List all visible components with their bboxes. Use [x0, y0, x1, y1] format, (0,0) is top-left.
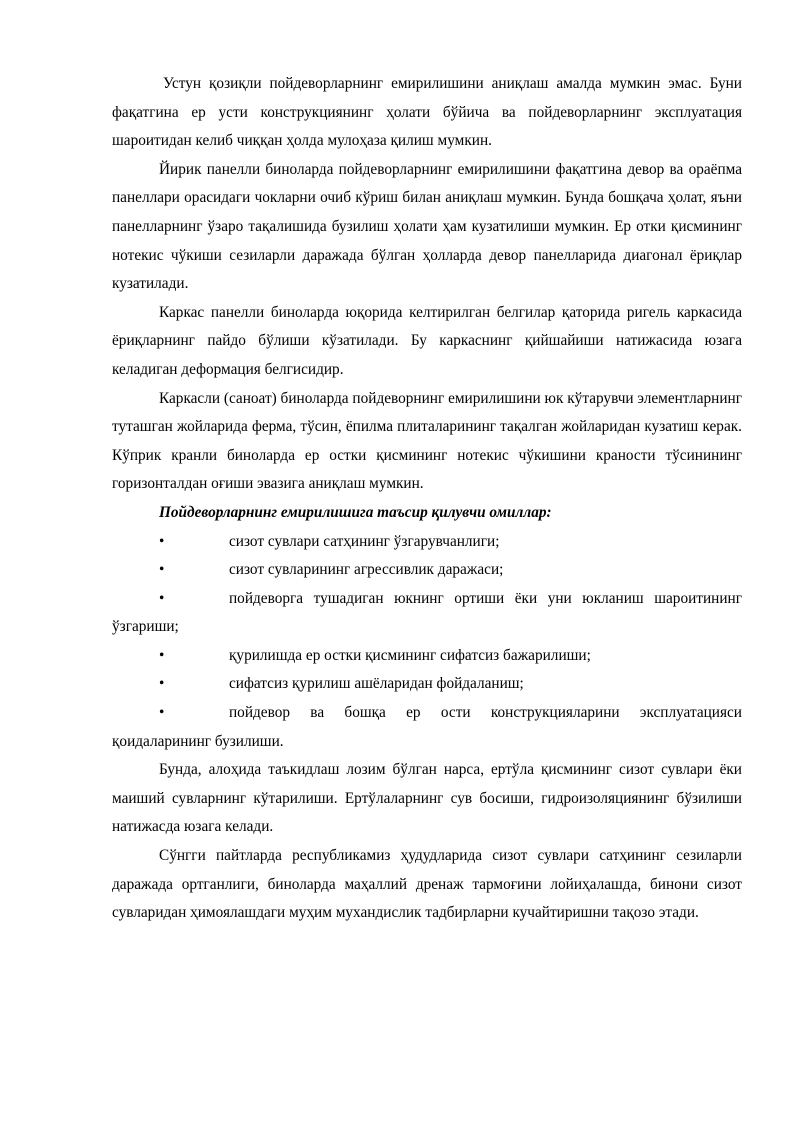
list-item — [112, 585, 742, 642]
bullet-marker: • — [159, 646, 165, 664]
list-item — [112, 642, 742, 671]
factors-heading: Пойдеворларнинг емирилишига таъсир қилувчи омиллар: — [159, 503, 552, 521]
list-item-text: қурилишда ер остки қисмининг сифатсиз бажарилиши; — [229, 646, 591, 664]
bullet-marker: • — [159, 704, 165, 722]
factors-list — [112, 528, 742, 757]
list-item-text: пойдевор ва бошқа ер ости конструкцияларини эксплуатацияси қоидаларининг бузилиши. — [112, 704, 742, 750]
paragraph-basement-flooding: Бунда, алоҳида таъкидлаш лозим бўлган нарса, ертўла қисмининг сизот сувлари ёки маиший сувларнинг кўтарилиши. Ертўлаларнинг сув босиши, гидроизоляциянинг бўзилиши натижасда юзага келади. — [112, 761, 742, 836]
list-item — [112, 528, 742, 557]
document-page — [112, 70, 742, 928]
paragraph-frame-panel-buildings: Каркас панелли биноларда юқорида келтирилган белгилар қаторида ригель каркасида ёриқларнинг пайдо бўлиши кўзатилади. Бу каркаснинг қийшайиши натижасида юзага келадиган деформация белгисидир. — [112, 303, 742, 378]
paragraph-industrial-buildings: Каркасли (саноат) биноларда пойдеворнинг емирилишини юк кўтарувчи элементларнинг туташган жойларида ферма, тўсин, ёпилма плиталарининг тақалган жойларидан кузатиш керак. Кўприк кранли биноларда ер остки қисмининг нотекис чўкишини краности тўсинининг горизонталдан оғиши эвазига аниқлаш мумкин. — [112, 389, 742, 493]
list-item — [112, 670, 742, 699]
paragraph-pile-foundations: Устун қозиқли пойдеворларнинг емирилишини аниқлаш амалда мумкин эмас. Буни фақатгина ер усти конструкциянинг ҳолати бўйича ва пойдеворларнинг эксплуатация шароитидан келиб чиққан ҳолда мулоҳаза қилиш мумкин. — [112, 75, 742, 150]
list-item-text: сизот сувлари сатҳининг ўзгарувчанлиги; — [229, 532, 500, 550]
bullet-marker: • — [159, 561, 165, 579]
bullet-marker: • — [159, 675, 165, 693]
bullet-marker: • — [159, 532, 165, 550]
bullet-marker: • — [159, 589, 165, 607]
paragraph-large-panel-buildings: Йирик панелли биноларда пойдеворларнинг емирилишини фақатгина девор ва ораёпма панеллари орасидаги чокларни очиб кўриш билан аниқлаш мумкин. Бунда бошқача ҳолат, яъни панелларнинг ўзаро тақалишида бузилиш ҳолати ҳам кузатилиши мумкин. Ер отки қисмининг нотекис чўкиши сезиларли даражада бўлган ҳолларда девор панелларида диагонал ёриқлар кузатилади. — [112, 160, 742, 293]
list-item — [112, 699, 742, 756]
list-item-text: сифатсиз қурилиш ашёларидан фойдаланиш; — [229, 675, 524, 693]
list-item-text: пойдеворга тушадиган юкнинг ортиши ёки уни юкланиш шароитининг ўзгариши; — [112, 589, 742, 636]
paragraph-groundwater-rise: Сўнгги пайтларда республикамиз ҳудудларида сизот сувлари сатҳининг сезиларли даражада ортганлиги, биноларда маҳаллий дренаж тармоғини лойиҳалашда, бинони сизот сувларидан ҳимоялашдаги муҳим мухандислик тадбирларни кучайтиришни тақозо этади. — [112, 847, 742, 922]
list-item — [112, 556, 742, 585]
list-item-text: сизот сувларининг агрессивлик даражаси; — [229, 561, 504, 579]
